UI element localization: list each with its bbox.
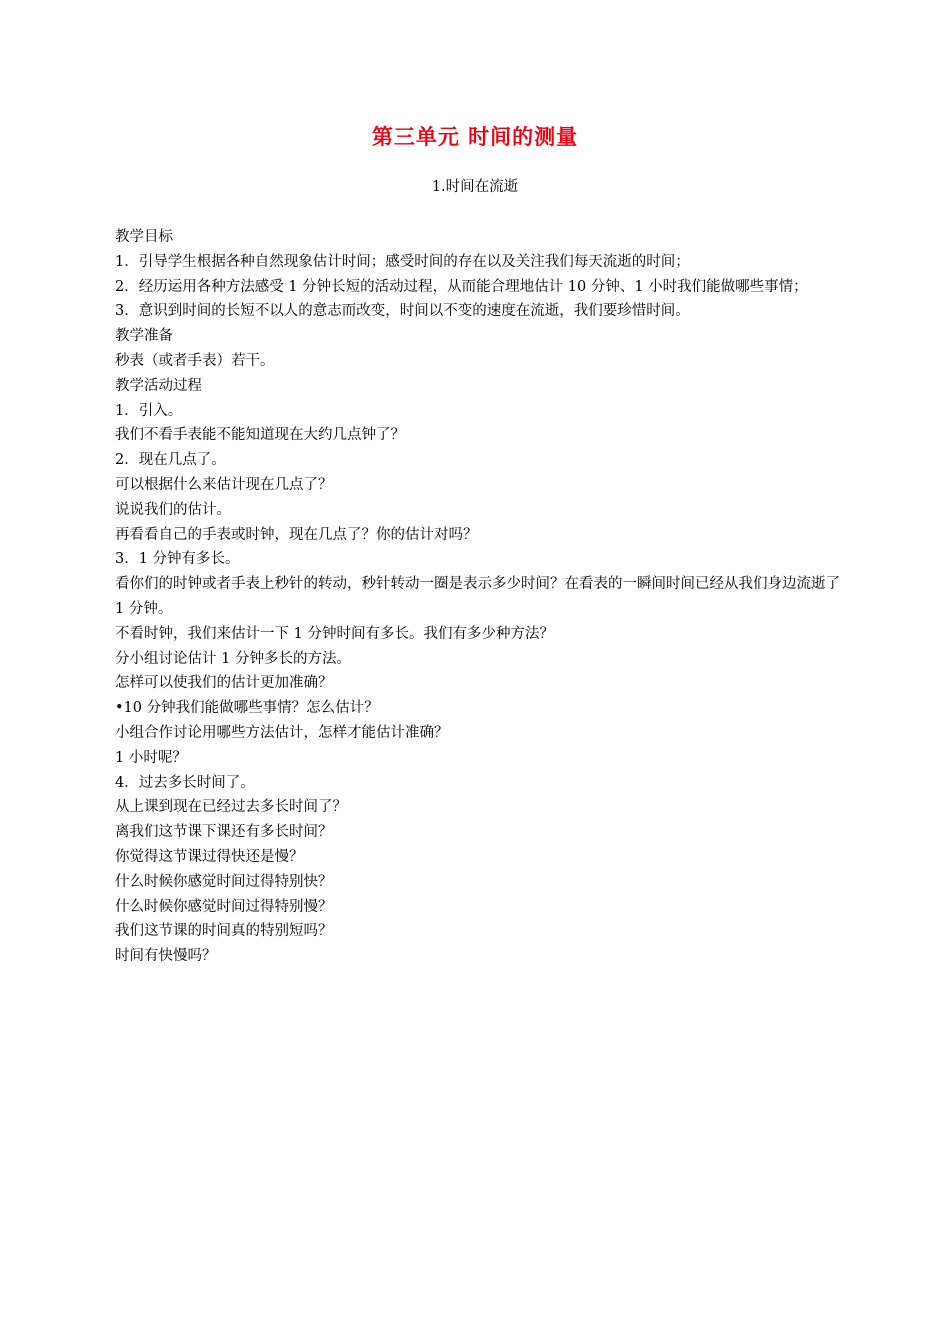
page-title: 第三单元 时间的测量 — [371, 125, 579, 149]
paragraph-line: 小组合作讨论用哪些方法估计，怎样才能估计准确？ — [115, 724, 449, 741]
paragraph-line: 再看看自己的手表或时钟，现在几点了？你的估计对吗？ — [115, 526, 478, 543]
goal-item-1: 1．引导学生根据各种自然现象估计时间；感受时间的存在以及关注我们每天流逝的时间； — [115, 253, 690, 270]
paragraph-line: 你觉得这节课过得快还是慢？ — [115, 848, 304, 865]
paragraph-line: 可以根据什么来估计现在几点了？ — [115, 476, 333, 493]
paragraph-line: 从上课到现在已经过去多长时间了？ — [115, 799, 347, 816]
bullet-line: •10 分钟我们能做哪些事情？怎么估计？ — [115, 700, 379, 717]
paragraph-line: 不看时钟，我们来估计一下 1 分钟时间有多长。我们有多少种方法？ — [115, 625, 554, 642]
section-subtitle: 1.时间在流逝 — [431, 179, 519, 195]
paragraph-line: 我们这节课的时间真的特别短吗？ — [115, 923, 333, 940]
step-2-heading: 2．现在几点了。 — [115, 452, 226, 469]
paragraph-line: 1 小时呢？ — [115, 749, 187, 766]
heading-activity-process: 教学活动过程 — [115, 377, 202, 394]
step-4-heading: 4．过去多长时间了。 — [115, 774, 255, 791]
paragraph-line: 说说我们的估计。 — [115, 501, 231, 518]
paragraph-line: 怎样可以使我们的估计更加准确？ — [115, 675, 333, 692]
paragraph-line: 我们不看手表能不能知道现在大约几点钟了？ — [115, 427, 405, 444]
paragraph-line: 时间有快慢吗？ — [115, 948, 217, 965]
paragraph-line: 离我们这节课下课还有多长时间？ — [115, 824, 333, 841]
paragraph-line: 看你们的时钟或者手表上秒针的转动，秒针转动一圈是表示多少时间？在看表的一瞬间时间已经从我们身边流逝了 1 分钟。 — [115, 576, 840, 617]
step-3-heading: 3．1 分钟有多长。 — [115, 551, 240, 568]
goal-item-2: 2．经历运用各种方法感受 1 分钟长短的活动过程，从而能合理地估计 10 分钟、1 小时我们能做哪些事情； — [115, 278, 808, 295]
paragraph-line: 什么时候你感觉时间过得特别快？ — [115, 873, 333, 890]
paragraph-line: 分小组讨论估计 1 分钟多长的方法。 — [115, 650, 351, 667]
step-1-heading: 1．引入。 — [115, 402, 183, 419]
heading-teaching-preparation: 教学准备 — [115, 328, 173, 345]
goal-item-3: 3．意识到时间的长短不以人的意志而改变，时间以不变的速度在流逝，我们要珍惜时间。 — [115, 303, 690, 320]
lesson-body — [115, 225, 840, 969]
paragraph-line: 什么时候你感觉时间过得特别慢？ — [115, 898, 333, 915]
preparation-text: 秒表（或者手表）若干。 — [115, 352, 275, 369]
heading-teaching-goals: 教学目标 — [115, 229, 173, 245]
